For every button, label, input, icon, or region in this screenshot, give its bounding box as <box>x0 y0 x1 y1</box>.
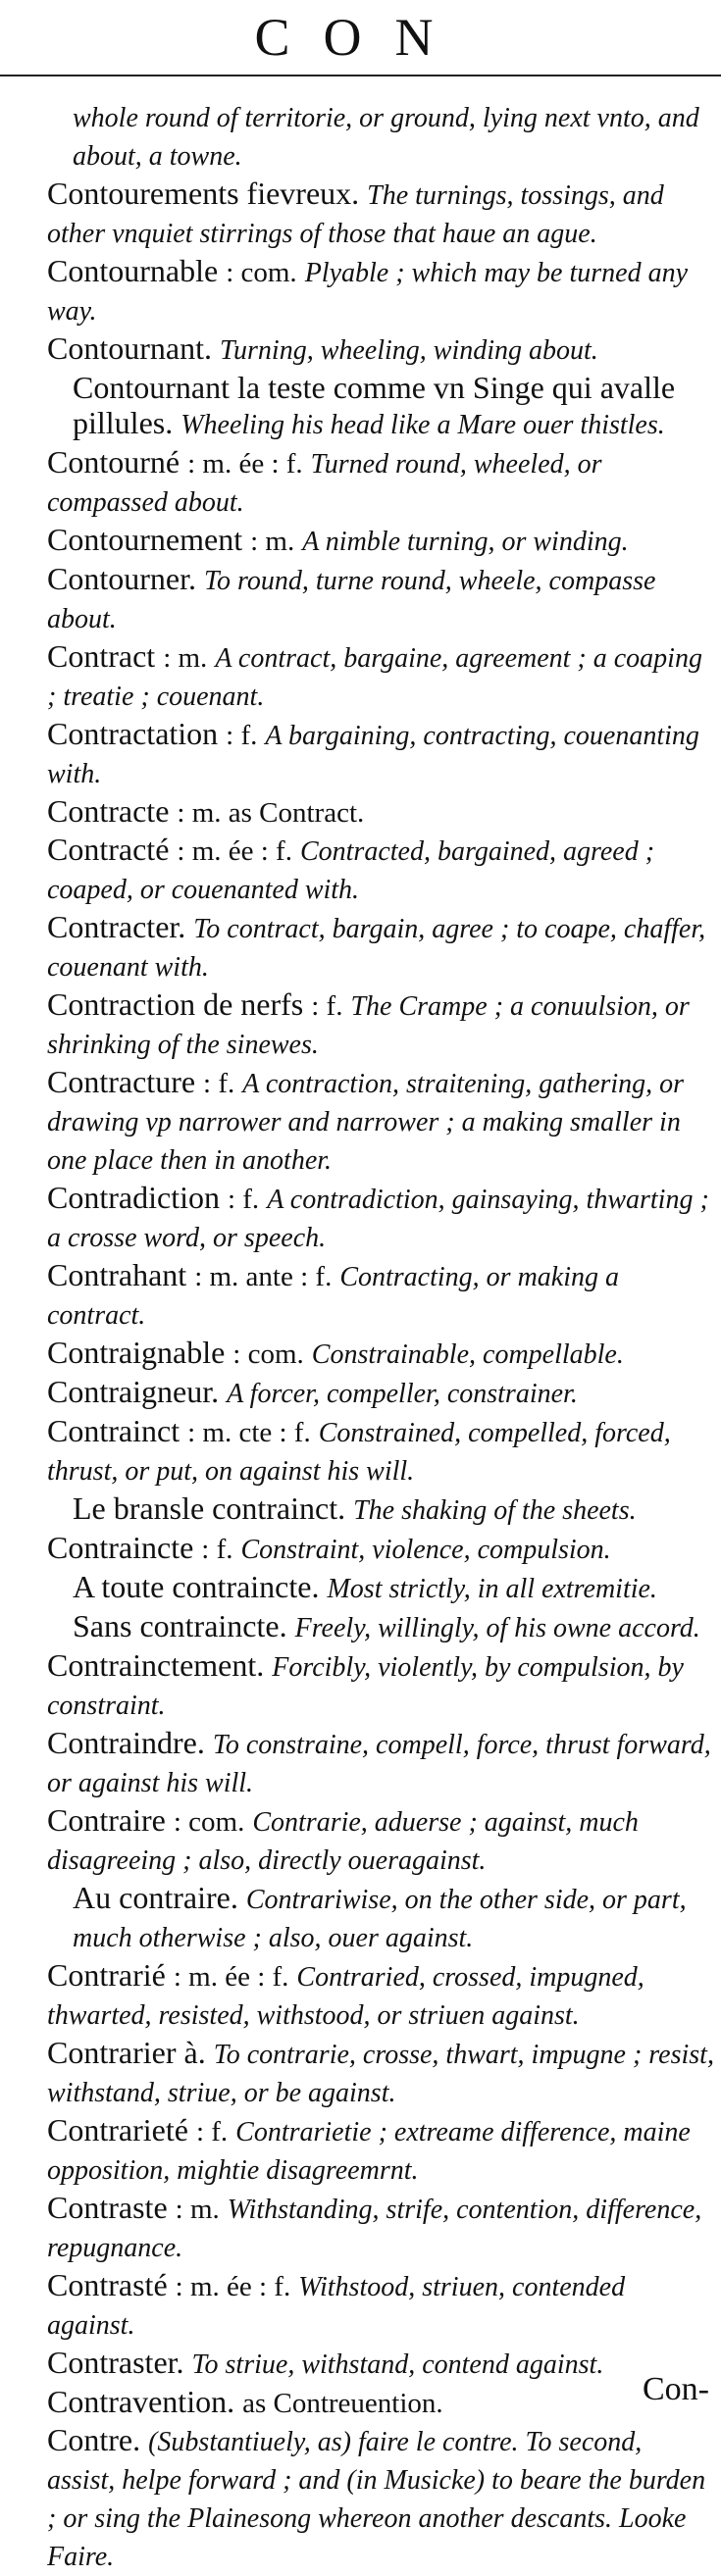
dictionary-entry <box>47 1374 716 1412</box>
definition: Contrarie, aduerse ; against, much disagreeing ; also, directly oueragainst. <box>47 1807 639 1876</box>
definition: Withstanding, strife, contention, difference, repugnance. <box>47 2195 702 2263</box>
dictionary-entry <box>47 909 716 985</box>
headword: Contraction de nerfs <box>47 986 304 1022</box>
headword: Contraster. <box>47 2345 184 2380</box>
dictionary-entry <box>47 561 716 637</box>
dictionary-entry <box>47 1490 716 1529</box>
headword: Contradiction <box>47 1180 220 1215</box>
headword: Contraignable <box>47 1335 226 1370</box>
grammar-label: : com. <box>232 1339 304 1370</box>
definition: Forcibly, violently, by compulsion, by constraint. <box>47 1652 684 1721</box>
definition: Contrarietie ; extreame difference, maine opposition, mightie disagreemrnt. <box>47 2117 691 2186</box>
headword: Contournable <box>47 253 219 288</box>
headword: Contracter. <box>47 909 186 944</box>
definition: A contradiction, gainsaying, thwarting ; a crosse word, or speech. <box>47 1185 709 1253</box>
headword: Contre. <box>47 2422 141 2457</box>
dictionary-entry <box>47 1608 716 1646</box>
dictionary-entry <box>47 2112 716 2189</box>
grammar-label: : f. <box>203 1068 235 1099</box>
dictionary-entry <box>47 1335 716 1373</box>
grammar-label: : m. <box>175 2194 220 2225</box>
grammar-label: : m. ante : f. <box>194 1261 333 1292</box>
definition: To round, turne round, wheele, compasse about. <box>47 566 656 634</box>
definition: Most strictly, in all extremitie. <box>327 1574 657 1604</box>
definition: To striue, withstand, contend against. <box>191 2349 604 2380</box>
headword: Contrainctement. <box>47 1647 265 1683</box>
headword: Contraigneur. <box>47 1374 220 1409</box>
definition: Withstood, striuen, contended against. <box>47 2272 626 2341</box>
dictionary-entry <box>47 2035 716 2111</box>
catchword: Con- <box>643 2371 709 2407</box>
running-head: CON <box>254 8 467 67</box>
definition: Contracting, or making a contract. <box>47 1262 619 1331</box>
dictionary-entry <box>47 1647 716 1724</box>
dictionary-entry <box>47 2345 716 2383</box>
dictionary-entry <box>47 638 716 715</box>
dictionary-entry <box>47 370 716 443</box>
definition: Contrariwise, on the other side, or part, much otherwise ; also, ouer against. <box>73 1885 687 1953</box>
grammar-label: : f. <box>227 1184 260 1215</box>
grammar-label: : m. <box>163 642 208 674</box>
headword: Contrarier à. <box>47 2035 206 2070</box>
headword: Contourné <box>47 444 180 480</box>
headword: Sans contraincte. <box>73 1608 287 1643</box>
headword: Contracture <box>47 1064 196 1099</box>
dictionary-entry <box>47 253 716 329</box>
dictionary-entry <box>47 716 716 792</box>
dictionary-entry <box>47 176 716 252</box>
grammar-label: : f. <box>201 1534 233 1565</box>
header-rule <box>0 75 721 76</box>
headword: Contraincte <box>47 1530 194 1565</box>
headword: Contourements fievreux. <box>47 176 360 211</box>
definition: A nimble turning, or winding. <box>302 527 629 557</box>
dictionary-entry <box>47 1413 716 1490</box>
definition: A contraction, straitening, gathering, or drawing vp narrower and narrower ; a making smaller in one place then in another. <box>47 1069 685 1176</box>
definition: To contrarie, crosse, thwart, impugne ; resist, withstand, striue, or be against. <box>47 2040 714 2108</box>
dictionary-entry <box>47 2267 716 2344</box>
dictionary-entry <box>47 2190 716 2266</box>
dictionary-entry <box>47 2384 716 2421</box>
dictionary-entry <box>47 2422 716 2575</box>
grammar-label: : m. ée : f. <box>187 448 303 480</box>
dictionary-entry <box>47 832 716 908</box>
headword: Contournement <box>47 522 243 557</box>
grammar-label: : f. <box>311 990 343 1022</box>
definition: (Substantiuely, as) faire le contre. To second, assist, helpe forward ; and (in Musicke) to beare the burden ; or sing the Plainesong whereon another descants. Looke Faire. <box>47 2427 706 2572</box>
dictionary-entry <box>47 1180 716 1256</box>
headword: Contraste <box>47 2190 168 2225</box>
dictionary-entry <box>47 986 716 1063</box>
dictionary-column <box>47 98 716 2576</box>
definition: Turned round, wheeled, or compassed about. <box>47 449 602 518</box>
grammar-label: : com. <box>173 1806 245 1838</box>
grammar-label: : m. as Contract. <box>177 797 365 829</box>
headword: Contrahant <box>47 1257 187 1292</box>
definition: Contraried, crossed, impugned, thwarted, resisted, withstood, or striuen against. <box>47 1962 644 2031</box>
definition: Constraint, violence, compulsion. <box>240 1535 611 1565</box>
definition: Constrainable, compellable. <box>311 1339 624 1370</box>
grammar-label: : m. ée : f. <box>173 1961 289 1993</box>
headword: A toute contraincte. <box>73 1569 320 1604</box>
dictionary-entry <box>47 522 716 560</box>
dictionary-entry <box>47 793 716 831</box>
headword: Contraindre. <box>47 1725 205 1760</box>
definition: The Crampe ; a conuulsion, or shrinking of the sinewes. <box>47 991 690 1060</box>
definition: To constraine, compell, force, thrust forward, or against his will. <box>47 1730 711 1798</box>
headword: Le bransle contrainct. <box>73 1490 346 1526</box>
dictionary-entry <box>47 1569 716 1607</box>
definition: To contract, bargain, agree ; to coape, chaffer, couenant with. <box>47 914 706 983</box>
grammar-label: : m. <box>250 526 295 557</box>
definition: The shaking of the sheets. <box>353 1495 637 1526</box>
dictionary-entry <box>47 444 716 521</box>
grammar-label: : f. <box>226 720 258 751</box>
headword: Contrarieté <box>47 2112 188 2147</box>
definition: Wheeling his head like a Mare ouer thistles. <box>180 410 665 440</box>
grammar-label: : m. cte : f. <box>187 1417 311 1448</box>
definition: Freely, willingly, of his owne accord. <box>294 1613 700 1643</box>
grammar-label: : m. ée : f. <box>177 835 292 867</box>
headword: Contourner. <box>47 561 196 596</box>
dictionary-entry <box>47 1725 716 1801</box>
grammar-label: : m. ée : f. <box>175 2271 291 2302</box>
definition: The turnings, tossings, and other vnquiet stirrings of those that haue an ague. <box>47 180 664 249</box>
definition: A contract, bargaine, agreement ; a coaping ; treatie ; couenant. <box>47 643 702 712</box>
dictionary-entry <box>47 98 716 175</box>
grammar-label: : com. <box>226 257 297 288</box>
definition: whole round of territorie, or ground, lying next vnto, and about, a towne. <box>73 103 699 172</box>
headword: Contournant la teste comme vn Singe qui avalle pillules. <box>73 370 676 440</box>
headword: Contraire <box>47 1802 166 1838</box>
dictionary-entry <box>47 330 716 369</box>
headword: Contravention. <box>47 2384 235 2419</box>
dictionary-entry <box>47 1802 716 1879</box>
grammar-label: as Contreuention. <box>242 2388 443 2419</box>
definition: Plyable ; which may be turned any way. <box>47 258 689 327</box>
headword: Contrainct <box>47 1413 180 1448</box>
headword: Contrasté <box>47 2267 168 2302</box>
definition: A bargaining, contracting, couenanting with. <box>47 721 699 789</box>
dictionary-entry <box>47 1957 716 2034</box>
headword: Contracte <box>47 793 170 829</box>
headword: Contract <box>47 638 156 674</box>
definition: Turning, wheeling, winding about. <box>219 335 598 366</box>
headword: Contracté <box>47 832 170 867</box>
definition: Constrained, compelled, forced, thrust, or put, on against his will. <box>47 1418 671 1487</box>
dictionary-entry <box>47 1064 716 1179</box>
headword: Contrarié <box>47 1957 166 1993</box>
definition: A forcer, compeller, constrainer. <box>227 1379 578 1409</box>
definition: Contracted, bargained, agreed ; coaped, or couenanted with. <box>47 836 655 905</box>
dictionary-entry <box>47 1530 716 1568</box>
grammar-label: : f. <box>195 2116 229 2147</box>
headword: Contournant. <box>47 330 212 366</box>
dictionary-entry <box>47 1880 716 1956</box>
dictionary-entry <box>47 1257 716 1334</box>
headword: Contractation <box>47 716 219 751</box>
headword: Au contraire. <box>73 1880 238 1915</box>
